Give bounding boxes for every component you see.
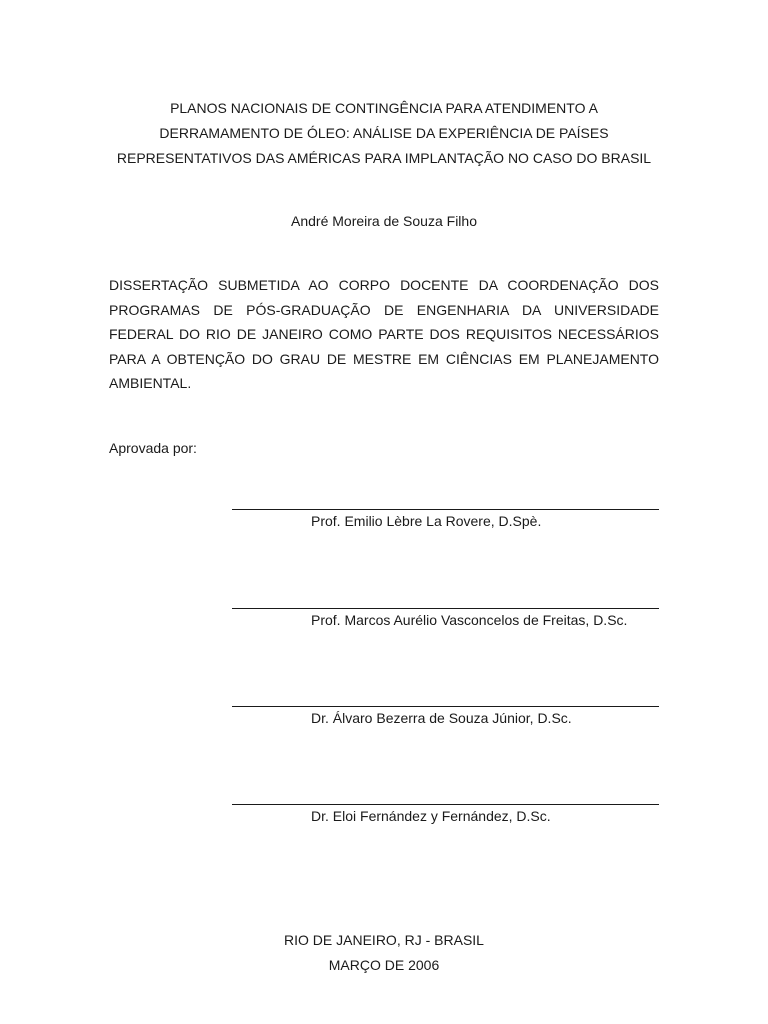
signature-block (232, 509, 659, 529)
author-name: André Moreira de Souza Filho (291, 213, 477, 229)
submission-statement (109, 273, 659, 396)
signature-line (232, 804, 659, 805)
signature-block (232, 804, 659, 824)
statement-line: FEDERAL DO RIO DE JANEIRO COMO PARTE DOS REQUISITOS NECESSÁRIOS (109, 326, 659, 342)
examiner-name: Dr. Eloi Fernández y Fernández, D.Sc. (311, 808, 551, 824)
signature-line (232, 509, 659, 510)
footer (0, 928, 768, 978)
title-line: PLANOS NACIONAIS DE CONTINGÊNCIA PARA ATENDIMENTO A (170, 100, 598, 116)
statement-line: PROGRAMAS DE PÓS-GRADUAÇÃO DE ENGENHARIA DA UNIVERSIDADE (109, 301, 659, 318)
dissertation-title (100, 96, 668, 171)
signature-line (232, 706, 659, 707)
statement-line: PARA A OBTENÇÃO DO GRAU DE MESTRE EM CIÊNCIAS EM PLANEJAMENTO (109, 350, 659, 367)
title-line: DERRAMAMENTO DE ÓLEO: ANÁLISE DA EXPERIÊNCIA DE PAÍSES (159, 125, 609, 141)
footer-location: RIO DE JANEIRO, RJ - BRASIL (284, 932, 484, 948)
signature-block (232, 608, 659, 628)
examiner-name: Prof. Marcos Aurélio Vasconcelos de Freitas, D.Sc. (311, 612, 628, 628)
statement-line: DISSERTAÇÃO SUBMETIDA AO CORPO DOCENTE DA COORDENAÇÃO DOS (109, 277, 659, 293)
footer-date: MARÇO DE 2006 (328, 957, 440, 973)
approved-by-label: Aprovada por: (109, 440, 197, 456)
signature-line (232, 608, 659, 609)
title-line: REPRESENTATIVOS DAS AMÉRICAS PARA IMPLANTAÇÃO NO CASO DO BRASIL (116, 150, 652, 166)
examiner-name: Dr. Álvaro Bezerra de Souza Júnior, D.Sc. (311, 710, 572, 726)
examiner-name: Prof. Emilio Lèbre La Rovere, D.Spè. (311, 513, 542, 529)
statement-line: AMBIENTAL. (109, 375, 192, 391)
signature-block (232, 706, 659, 726)
